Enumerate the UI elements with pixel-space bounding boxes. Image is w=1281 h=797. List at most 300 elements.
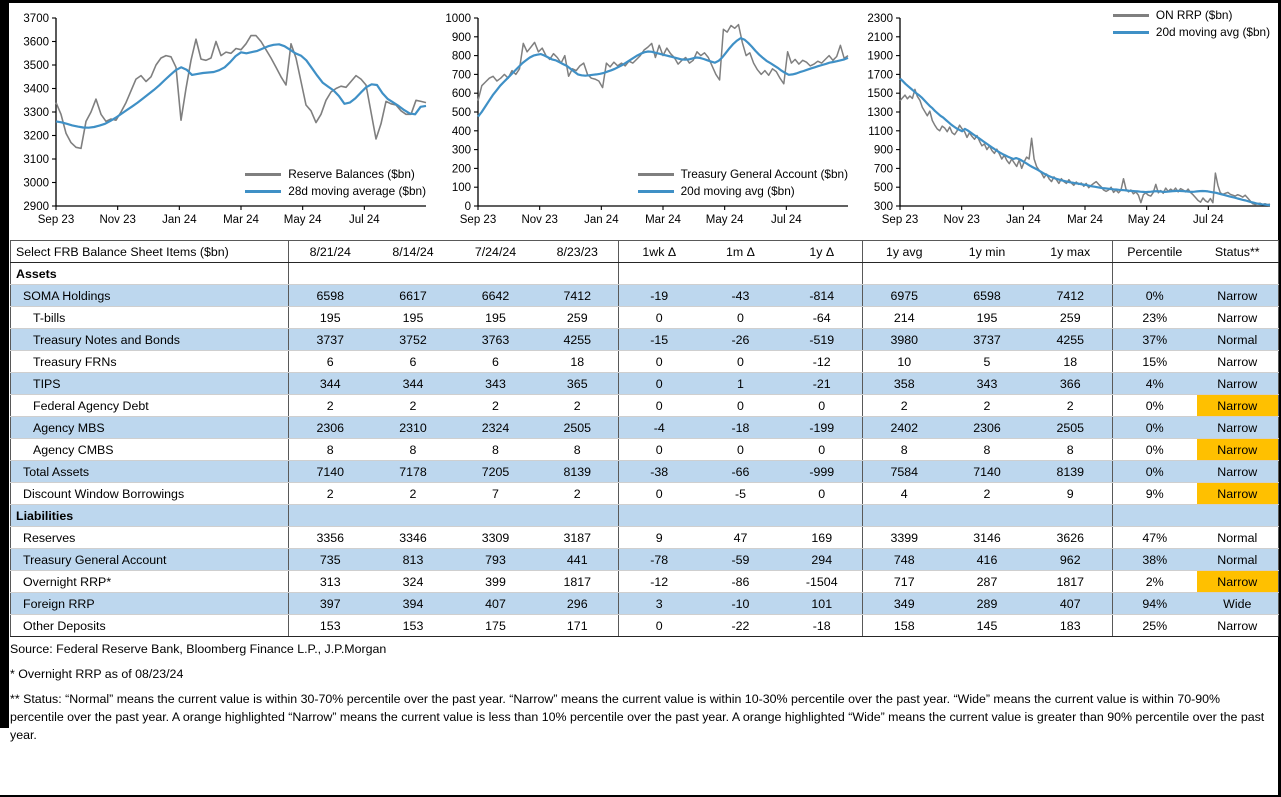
percentile-cell: 37% — [1113, 329, 1197, 351]
status-cell: Narrow — [1197, 615, 1279, 637]
cell-value — [863, 505, 946, 527]
status-cell: Wide — [1197, 593, 1279, 615]
legend-swatch — [1113, 31, 1149, 34]
cell-value: -22 — [700, 615, 782, 637]
percentile-cell: 0% — [1113, 461, 1197, 483]
svg-text:500: 500 — [873, 182, 893, 195]
cell-value: -59 — [700, 549, 782, 571]
svg-text:1500: 1500 — [867, 88, 893, 101]
legend — [638, 167, 848, 198]
row-label: SOMA Holdings — [11, 285, 289, 307]
svg-text:Jan 24: Jan 24 — [1006, 214, 1041, 226]
cell-value: 397 — [289, 593, 372, 615]
legend-entry — [638, 184, 848, 198]
cell-value — [700, 263, 782, 285]
source-note: Source: Federal Reserve Bank, Bloomberg Finance L.P., J.P.Morgan — [10, 642, 387, 656]
percentile-cell: 0% — [1113, 439, 1197, 461]
cell-value — [1029, 263, 1113, 285]
svg-text:Nov 23: Nov 23 — [99, 214, 136, 226]
cell-value: 0 — [619, 373, 700, 395]
column-header: 1y Δ — [782, 241, 863, 263]
legend-swatch — [1113, 14, 1149, 17]
svg-text:700: 700 — [451, 69, 471, 82]
cell-value — [372, 263, 455, 285]
svg-text:400: 400 — [451, 125, 471, 138]
column-header: 1m Δ — [700, 241, 782, 263]
legend-label: Reserve Balances ($bn) — [288, 167, 415, 181]
svg-text:3700: 3700 — [23, 13, 49, 25]
cell-value: 294 — [782, 549, 863, 571]
cell-value: 153 — [372, 615, 455, 637]
row-label: Discount Window Borrowings — [11, 483, 289, 505]
cell-value: 4255 — [1029, 329, 1113, 351]
section-label: Liabilities — [11, 505, 289, 527]
cell-value: 962 — [1029, 549, 1113, 571]
cell-value: 2 — [537, 395, 619, 417]
svg-text:Jan 24: Jan 24 — [584, 214, 619, 226]
cell-value: 101 — [782, 593, 863, 615]
table-row — [11, 461, 1279, 483]
balance-sheet-table-wrap — [10, 240, 1278, 637]
svg-text:3100: 3100 — [23, 154, 49, 166]
cell-value: 153 — [289, 615, 372, 637]
cell-value: 0 — [619, 307, 700, 329]
cell-value: -12 — [619, 571, 700, 593]
svg-text:May 24: May 24 — [283, 214, 322, 226]
cell-value: 171 — [537, 615, 619, 637]
cell-value: 2306 — [946, 417, 1029, 439]
cell-value — [619, 505, 700, 527]
svg-text:Mar 24: Mar 24 — [645, 214, 681, 226]
cell-value: -18 — [782, 615, 863, 637]
svg-text:900: 900 — [873, 144, 893, 157]
cell-value — [289, 505, 372, 527]
column-header: 8/21/24 — [289, 241, 372, 263]
cell-value: 2 — [372, 395, 455, 417]
cell-value: 2 — [289, 395, 372, 417]
table-row — [11, 263, 1279, 285]
cell-value: 8 — [455, 439, 537, 461]
legend-swatch — [245, 173, 281, 176]
svg-text:3300: 3300 — [23, 107, 49, 119]
cell-value — [782, 505, 863, 527]
cell-value: -86 — [700, 571, 782, 593]
legend-entry — [245, 184, 426, 198]
chart-treasury-general-account — [432, 4, 854, 234]
cell-value: 5 — [946, 351, 1029, 373]
status-cell: Narrow — [1197, 483, 1279, 505]
cell-value: 349 — [863, 593, 946, 615]
svg-text:200: 200 — [451, 163, 471, 176]
column-header: 1y avg — [863, 241, 946, 263]
cell-value — [537, 263, 619, 285]
svg-text:Mar 24: Mar 24 — [223, 214, 259, 226]
row-label: Agency MBS — [11, 417, 289, 439]
svg-text:May 24: May 24 — [705, 214, 744, 226]
percentile-cell — [1113, 505, 1197, 527]
cell-value: -66 — [700, 461, 782, 483]
legend — [1113, 8, 1270, 39]
cell-value: 2 — [863, 395, 946, 417]
status-cell: Narrow — [1197, 285, 1279, 307]
cell-value: 6598 — [289, 285, 372, 307]
row-label: Treasury Notes and Bonds — [11, 329, 289, 351]
row-label: Other Deposits — [11, 615, 289, 637]
svg-text:Sep 23: Sep 23 — [37, 214, 75, 226]
svg-text:3600: 3600 — [23, 36, 49, 49]
svg-text:May 24: May 24 — [1127, 214, 1166, 226]
cell-value — [700, 505, 782, 527]
cell-value: -26 — [700, 329, 782, 351]
svg-text:3200: 3200 — [23, 130, 49, 143]
cell-value: 9 — [1029, 483, 1113, 505]
cell-value: -199 — [782, 417, 863, 439]
cell-value: 0 — [782, 483, 863, 505]
legend-entry — [1113, 8, 1270, 22]
svg-text:1700: 1700 — [867, 69, 893, 82]
cell-value: 3737 — [289, 329, 372, 351]
rrp-footnote: * Overnight RRP as of 08/23/24 — [10, 666, 184, 681]
cell-value: -519 — [782, 329, 863, 351]
cell-value: 3980 — [863, 329, 946, 351]
table-row — [11, 615, 1279, 637]
legend-label: 20d moving avg ($bn) — [680, 184, 795, 198]
row-label: Treasury FRNs — [11, 351, 289, 373]
cell-value: 8 — [289, 439, 372, 461]
cell-value: 0 — [782, 439, 863, 461]
cell-value: 407 — [1029, 593, 1113, 615]
footer-notes — [10, 641, 1274, 752]
cell-value: 324 — [372, 571, 455, 593]
percentile-cell: 0% — [1113, 395, 1197, 417]
cell-value: 416 — [946, 549, 1029, 571]
legend-entry — [245, 167, 426, 181]
row-label: Agency CMBS — [11, 439, 289, 461]
cell-value: 7412 — [537, 285, 619, 307]
legend-entry — [638, 167, 848, 181]
svg-text:700: 700 — [873, 163, 893, 176]
cell-value: 6975 — [863, 285, 946, 307]
cell-value: 813 — [372, 549, 455, 571]
cell-value: 0 — [619, 351, 700, 373]
cell-value: 3763 — [455, 329, 537, 351]
percentile-cell: 23% — [1113, 307, 1197, 329]
cell-value: 0 — [782, 395, 863, 417]
cell-value: 0 — [700, 307, 782, 329]
legend-entry — [1113, 25, 1270, 39]
table-row — [11, 307, 1279, 329]
column-header: 1wk Δ — [619, 241, 700, 263]
table-row — [11, 593, 1279, 615]
svg-text:Jul 24: Jul 24 — [348, 214, 380, 226]
cell-value: 366 — [1029, 373, 1113, 395]
cell-value: 8 — [863, 439, 946, 461]
svg-text:300: 300 — [873, 201, 893, 213]
cell-value: 8 — [946, 439, 1029, 461]
column-header: Status** — [1197, 241, 1279, 263]
table-row — [11, 395, 1279, 417]
cell-value: 18 — [537, 351, 619, 373]
row-label: Foreign RRP — [11, 593, 289, 615]
cell-value: 175 — [455, 615, 537, 637]
cell-value — [372, 505, 455, 527]
cell-value: 3309 — [455, 527, 537, 549]
cell-value: 259 — [1029, 307, 1113, 329]
cell-value: 183 — [1029, 615, 1113, 637]
cell-value: 8139 — [1029, 461, 1113, 483]
chart-canvas — [432, 4, 854, 234]
svg-text:2300: 2300 — [867, 13, 893, 25]
percentile-cell: 4% — [1113, 373, 1197, 395]
svg-text:Jul 24: Jul 24 — [1192, 214, 1224, 226]
cell-value: -19 — [619, 285, 700, 307]
status-cell: Narrow — [1197, 373, 1279, 395]
chart-on-rrp — [854, 4, 1276, 234]
status-footnote: ** Status: “Normal” means the current value is within 30-70% percentile over the past year. “Narrow” means the current value is within 10-30% percentile over the past year. “Wide” means the current value is within 70-90% percentile over the past year. A orange highlighted “Narrow” means the current value is less than 10% percentile over the past year. A orange highlighted “Wide” means the current value is greater than 90% percentile over the past year. — [10, 691, 1265, 742]
cell-value: -999 — [782, 461, 863, 483]
cell-value: 0 — [700, 439, 782, 461]
cell-value: -64 — [782, 307, 863, 329]
cell-value: 2 — [455, 395, 537, 417]
balance-sheet-table — [10, 240, 1279, 637]
cell-value: 717 — [863, 571, 946, 593]
cell-value: 7205 — [455, 461, 537, 483]
table-row — [11, 417, 1279, 439]
percentile-cell: 47% — [1113, 527, 1197, 549]
row-label: Total Assets — [11, 461, 289, 483]
percentile-cell: 25% — [1113, 615, 1197, 637]
cell-value: 407 — [455, 593, 537, 615]
cell-value: 7178 — [372, 461, 455, 483]
cell-value: 2 — [372, 483, 455, 505]
svg-text:2900: 2900 — [23, 201, 49, 213]
table-row — [11, 373, 1279, 395]
cell-value: 399 — [455, 571, 537, 593]
cell-value: 195 — [372, 307, 455, 329]
cell-value: 0 — [619, 483, 700, 505]
cell-value: 2306 — [289, 417, 372, 439]
cell-value: -5 — [700, 483, 782, 505]
section-label: Assets — [11, 263, 289, 285]
status-cell: Narrow — [1197, 461, 1279, 483]
cell-value: 2324 — [455, 417, 537, 439]
legend-swatch — [638, 173, 674, 176]
svg-text:900: 900 — [451, 31, 471, 44]
table-header — [11, 241, 1279, 263]
svg-text:Mar 24: Mar 24 — [1067, 214, 1103, 226]
column-header: Percentile — [1113, 241, 1197, 263]
svg-text:Nov 23: Nov 23 — [943, 214, 980, 226]
cell-value: 343 — [946, 373, 1029, 395]
cell-value: 441 — [537, 549, 619, 571]
cell-value — [782, 263, 863, 285]
cell-value: 169 — [782, 527, 863, 549]
svg-text:Nov 23: Nov 23 — [521, 214, 558, 226]
cell-value: 7140 — [289, 461, 372, 483]
cell-value: 287 — [946, 571, 1029, 593]
cell-value: 8 — [537, 439, 619, 461]
row-label: Federal Agency Debt — [11, 395, 289, 417]
percentile-cell: 2% — [1113, 571, 1197, 593]
cell-value: -21 — [782, 373, 863, 395]
chart-reserve-balances — [10, 4, 432, 234]
cell-value: 47 — [700, 527, 782, 549]
svg-text:300: 300 — [451, 144, 471, 157]
cell-value: 3737 — [946, 329, 1029, 351]
svg-text:Sep 23: Sep 23 — [881, 214, 919, 226]
cell-value: 7140 — [946, 461, 1029, 483]
cell-value: 2 — [946, 395, 1029, 417]
status-cell: Narrow — [1197, 417, 1279, 439]
svg-text:1300: 1300 — [867, 107, 893, 119]
percentile-cell: 0% — [1113, 285, 1197, 307]
cell-value: 365 — [537, 373, 619, 395]
svg-text:100: 100 — [451, 182, 471, 195]
cell-value: 10 — [863, 351, 946, 373]
cell-value: 9 — [619, 527, 700, 549]
cell-value: 7584 — [863, 461, 946, 483]
cell-value: 7 — [455, 483, 537, 505]
table-row — [11, 329, 1279, 351]
cell-value: 0 — [619, 615, 700, 637]
cell-value: 6 — [372, 351, 455, 373]
svg-text:Sep 23: Sep 23 — [459, 214, 497, 226]
column-header: 1y min — [946, 241, 1029, 263]
page-border-left — [0, 0, 9, 728]
cell-value: 3 — [619, 593, 700, 615]
cell-value: 2 — [289, 483, 372, 505]
svg-text:Jul 24: Jul 24 — [770, 214, 802, 226]
cell-value: -18 — [700, 417, 782, 439]
status-cell: Normal — [1197, 549, 1279, 571]
percentile-cell: 38% — [1113, 549, 1197, 571]
cell-value: 344 — [372, 373, 455, 395]
table-row — [11, 483, 1279, 505]
legend-label: Treasury General Account ($bn) — [680, 167, 848, 181]
cell-value: -10 — [700, 593, 782, 615]
row-label: T-bills — [11, 307, 289, 329]
cell-value: 793 — [455, 549, 537, 571]
cell-value — [946, 505, 1029, 527]
cell-value — [946, 263, 1029, 285]
svg-text:2100: 2100 — [867, 31, 893, 44]
cell-value: 7412 — [1029, 285, 1113, 307]
cell-value: 195 — [455, 307, 537, 329]
table-row — [11, 439, 1279, 461]
cell-value — [537, 505, 619, 527]
row-label: Treasury General Account — [11, 549, 289, 571]
cell-value: 2 — [1029, 395, 1113, 417]
cell-value: 8139 — [537, 461, 619, 483]
cell-value: 358 — [863, 373, 946, 395]
row-label: Reserves — [11, 527, 289, 549]
cell-value: -78 — [619, 549, 700, 571]
column-header: 7/24/24 — [455, 241, 537, 263]
cell-value: 0 — [700, 351, 782, 373]
status-cell: Normal — [1197, 329, 1279, 351]
svg-text:1000: 1000 — [445, 13, 471, 25]
cell-value: 2505 — [1029, 417, 1113, 439]
cell-value: 158 — [863, 615, 946, 637]
cell-value: 2310 — [372, 417, 455, 439]
status-cell — [1197, 263, 1279, 285]
table-row — [11, 505, 1279, 527]
percentile-cell: 94% — [1113, 593, 1197, 615]
cell-value: 145 — [946, 615, 1029, 637]
cell-value: 344 — [289, 373, 372, 395]
cell-value: -4 — [619, 417, 700, 439]
cell-value: 6 — [289, 351, 372, 373]
percentile-cell — [1113, 263, 1197, 285]
cell-value: 394 — [372, 593, 455, 615]
table-row — [11, 527, 1279, 549]
cell-value: 1 — [700, 373, 782, 395]
cell-value: 735 — [289, 549, 372, 571]
cell-value: -38 — [619, 461, 700, 483]
cell-value — [863, 263, 946, 285]
svg-text:Jan 24: Jan 24 — [162, 214, 197, 226]
cell-value: 343 — [455, 373, 537, 395]
cell-value — [619, 263, 700, 285]
svg-text:1100: 1100 — [868, 125, 893, 138]
row-label: Overnight RRP* — [11, 571, 289, 593]
cell-value: 3399 — [863, 527, 946, 549]
legend-swatch — [638, 190, 674, 193]
cell-value: 4 — [863, 483, 946, 505]
cell-value: 3187 — [537, 527, 619, 549]
svg-text:3500: 3500 — [23, 60, 49, 72]
cell-value: 313 — [289, 571, 372, 593]
legend-label: ON RRP ($bn) — [1155, 8, 1233, 22]
cell-value — [1029, 505, 1113, 527]
cell-value: 296 — [537, 593, 619, 615]
cell-value: 3626 — [1029, 527, 1113, 549]
legend-swatch — [245, 190, 281, 193]
cell-value: -814 — [782, 285, 863, 307]
cell-value: 3752 — [372, 329, 455, 351]
cell-value: 195 — [289, 307, 372, 329]
cell-value: -43 — [700, 285, 782, 307]
status-cell — [1197, 505, 1279, 527]
svg-text:3000: 3000 — [23, 177, 49, 190]
cell-value: 2402 — [863, 417, 946, 439]
legend-label: 20d moving avg ($bn) — [1155, 25, 1270, 39]
cell-value: 3356 — [289, 527, 372, 549]
column-header: 1y max — [1029, 241, 1113, 263]
status-cell: Normal — [1197, 527, 1279, 549]
svg-text:500: 500 — [451, 107, 471, 119]
cell-value: -1504 — [782, 571, 863, 593]
cell-value: 214 — [863, 307, 946, 329]
cell-value — [455, 263, 537, 285]
cell-value: 748 — [863, 549, 946, 571]
cell-value: 0 — [619, 439, 700, 461]
status-cell: Narrow — [1197, 395, 1279, 417]
cell-value: 3346 — [372, 527, 455, 549]
svg-text:600: 600 — [451, 88, 471, 101]
row-label: TIPS — [11, 373, 289, 395]
cell-value: 6642 — [455, 285, 537, 307]
cell-value — [289, 263, 372, 285]
cell-value: 0 — [619, 395, 700, 417]
page-border-top — [0, 0, 1281, 3]
table-row — [11, 351, 1279, 373]
chart-canvas — [10, 4, 432, 234]
percentile-cell: 9% — [1113, 483, 1197, 505]
cell-value: 4255 — [537, 329, 619, 351]
cell-value — [455, 505, 537, 527]
table-row — [11, 549, 1279, 571]
